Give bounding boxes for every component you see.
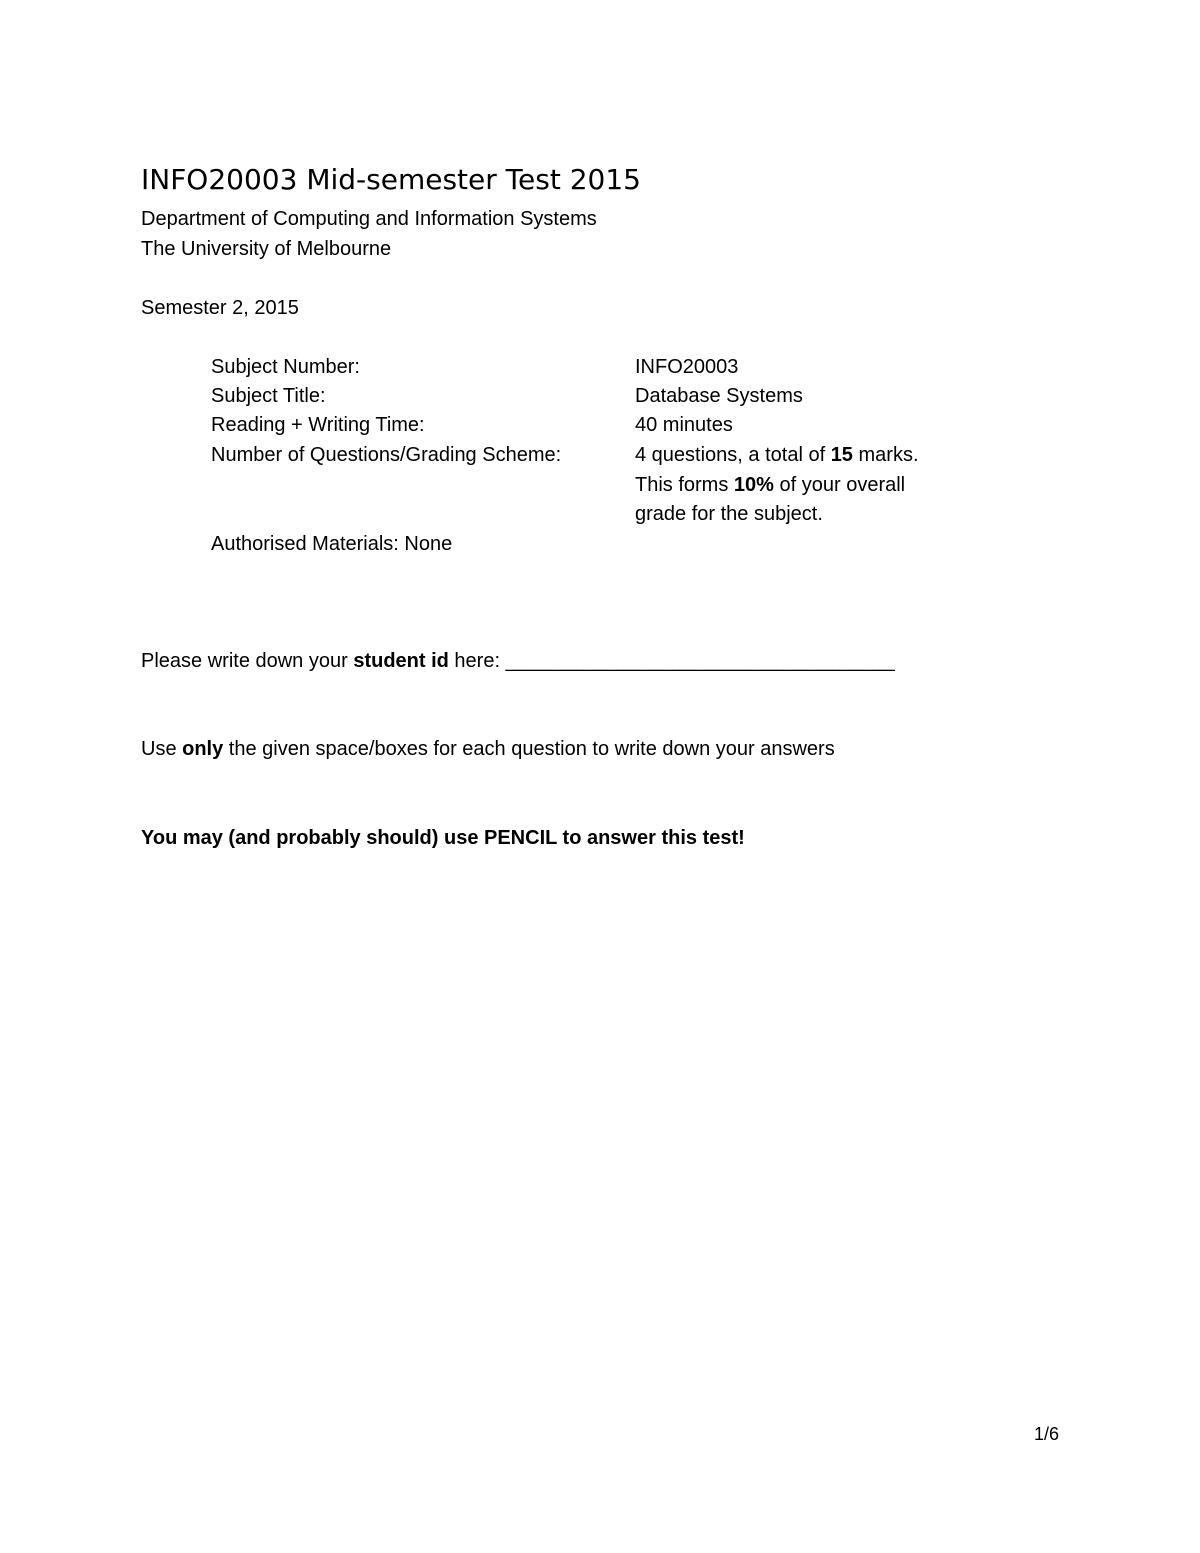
questions-label: Number of Questions/Grading Scheme:: [211, 444, 562, 466]
weight-pre: This forms: [635, 474, 734, 496]
questions-value-bold: 15: [830, 444, 853, 466]
page-title: INFO20003 Mid-semester Test 2015: [141, 163, 641, 196]
only-bold: only: [182, 738, 224, 760]
questions-value-post: marks.: [852, 444, 919, 466]
authorised-materials: Authorised Materials: None: [211, 533, 453, 555]
department-line: Department of Computing and Information Systems: [141, 208, 597, 230]
time-label: Reading + Writing Time:: [211, 414, 425, 436]
weight-bold: 10%: [733, 474, 774, 496]
subject-number-label: Subject Number:: [211, 356, 360, 378]
student-id-post: here: ___________________________________: [448, 650, 895, 672]
subject-number-value: INFO20003: [635, 356, 739, 378]
semester-line: Semester 2, 2015: [141, 297, 299, 319]
student-id-pre: Please write down your: [141, 650, 354, 672]
weight-value: [635, 471, 905, 499]
only-instruction: [141, 735, 835, 763]
weight-line2: grade for the subject.: [635, 503, 823, 525]
student-id-bold: student id: [353, 650, 449, 672]
only-pre: Use: [141, 738, 183, 760]
university-line: The University of Melbourne: [141, 238, 392, 260]
only-post: the given space/boxes for each question to write down your answers: [223, 738, 835, 760]
student-id-instruction: [141, 647, 895, 675]
page-number: 1/6: [1034, 1424, 1060, 1444]
subject-title-value: Database Systems: [635, 385, 803, 407]
subject-title-label: Subject Title:: [211, 385, 326, 407]
weight-post: of your overall: [773, 474, 906, 496]
pencil-instruction: You may (and probably should) use PENCIL to answer this test!: [141, 827, 745, 849]
questions-value: [635, 441, 919, 469]
time-value: 40 minutes: [635, 414, 733, 436]
questions-value-pre: 4 questions, a total of: [635, 444, 831, 466]
